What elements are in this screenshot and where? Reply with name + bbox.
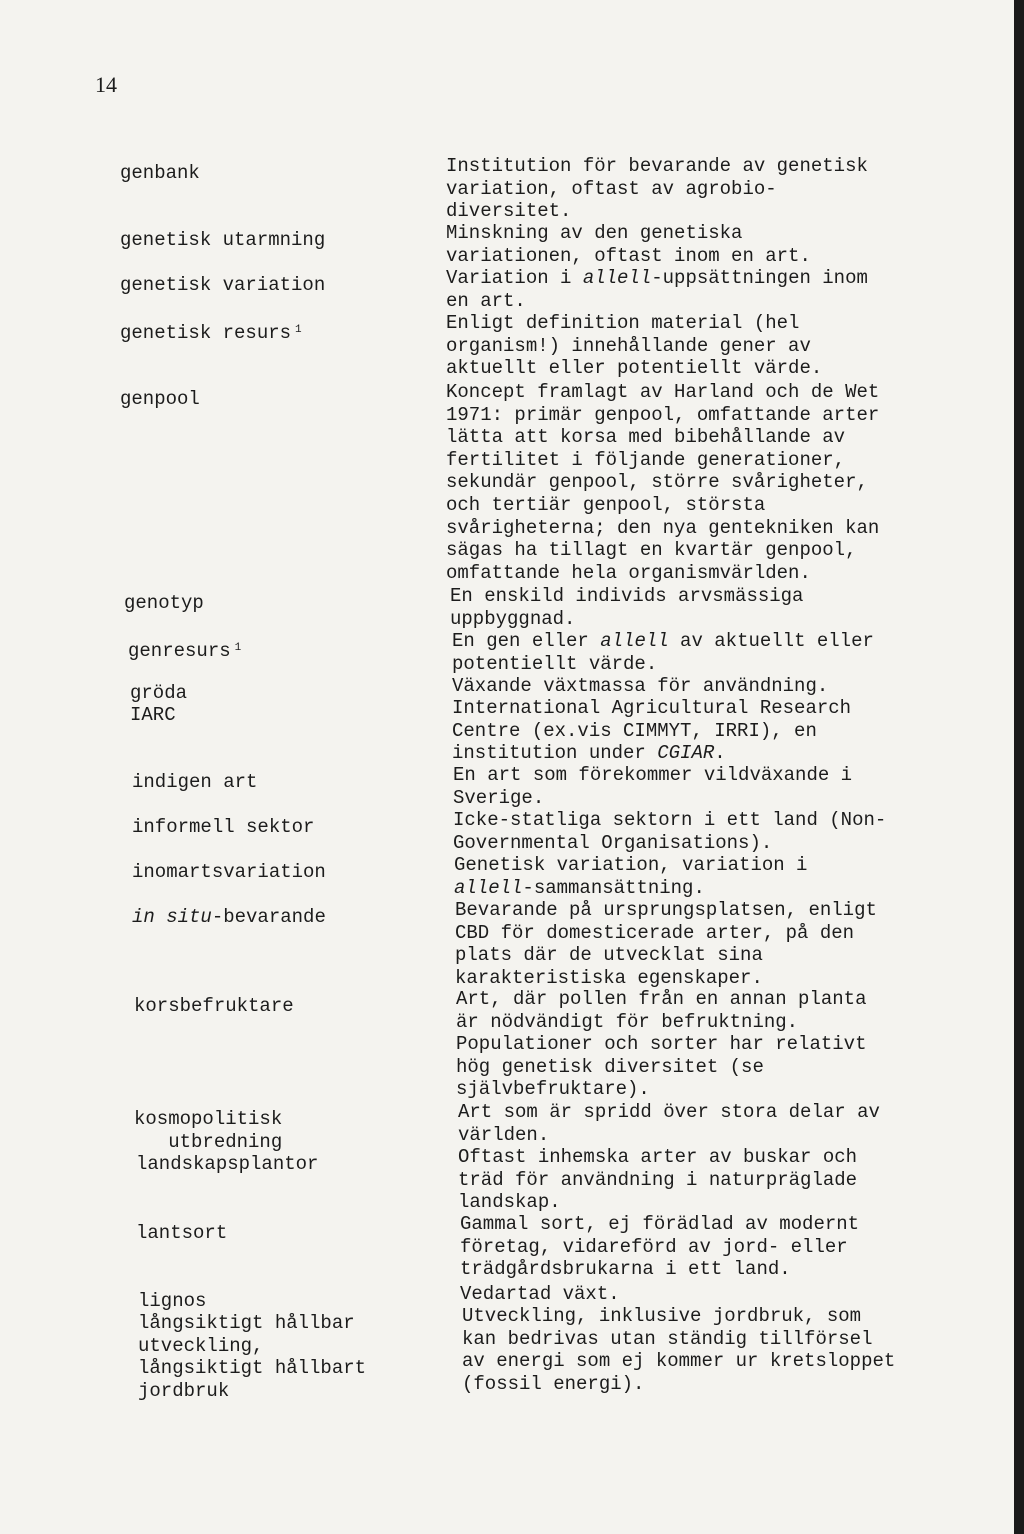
term-text: genresurs <box>128 640 231 662</box>
footnote-marker: 1 <box>234 642 242 654</box>
definition-text: International Agricultural Research Centre (ex.vis CIMMYT, IRRI), en institution under <box>452 697 852 765</box>
definition-italic: CGIAR <box>657 742 715 765</box>
term: lantsort <box>136 1222 228 1244</box>
definition-italic: allell <box>454 876 523 899</box>
definition <box>452 697 992 765</box>
term: genetisk utarmning <box>120 229 326 251</box>
term: IARC <box>130 704 176 726</box>
term: genbank <box>120 162 200 184</box>
definition <box>446 267 986 312</box>
definition-text: Genetisk variation, variation i <box>454 854 808 876</box>
definition: Minskning av den genetiska variationen, oftast inom en art. <box>446 222 811 267</box>
page-edge <box>1014 0 1024 1534</box>
page-number: 14 <box>95 72 117 97</box>
definition: Bevarande på ursprungsplatsen, enligt CBD för domesticerade arter, på den plats där de utvecklat sina karakteristiska egenskaper. <box>455 899 877 989</box>
definition-text: . <box>714 742 726 765</box>
term: landskapsplantor <box>136 1153 319 1175</box>
definition: Koncept framlagt av Harland och de Wet 1971: primär genpool, omfattande arter lätta att korsa med bibehållande av fertilitet i följande generationer, sekundär genpool, större svårigheter, och tertiär genpool, största svårigheterna; den nya gentekniken kan sägas ha tillagt en kvartär genpool, omfattande hela organismvärlden. <box>446 381 880 584</box>
definition: Art som är spridd över stora delar av världen. <box>458 1101 880 1146</box>
term: långsiktigt hållbar utveckling, långsiktigt hållbart jordbruk <box>138 1312 367 1402</box>
definition: Oftast inhemska arter av buskar och träd för användning i naturpräglade landskap. <box>458 1146 858 1214</box>
footnote-marker: 1 <box>295 324 302 336</box>
term <box>128 637 428 663</box>
definition-text: En gen eller <box>452 630 601 652</box>
definition <box>454 854 994 899</box>
term: informell sektor <box>132 816 315 838</box>
definition: Växande växtmassa för användning. <box>452 675 829 697</box>
term: genetisk variation <box>120 274 326 296</box>
definition: Institution för bevarande av genetisk variation, oftast av agrobio- diversitet. <box>446 155 868 223</box>
definition: En enskild individs arvsmässiga uppbyggnad. <box>450 585 804 630</box>
definition-text: Variation i <box>446 267 583 289</box>
term <box>120 319 420 345</box>
term-text: genetisk resurs <box>120 322 292 344</box>
term: genotyp <box>124 592 204 614</box>
definition-text: av aktuellt eller potentiellt värde. <box>452 630 874 675</box>
term: korsbefruktare <box>134 995 294 1017</box>
definition: Gammal sort, ej förädlad av modernt företag, vidareförd av jord- eller trädgårdsbrukarna i ett land. <box>460 1213 860 1281</box>
definition <box>452 630 992 675</box>
term: genpool <box>120 388 200 410</box>
term: inomartsvariation <box>132 861 326 883</box>
term: gröda <box>130 682 188 704</box>
definition: Enligt definition material (hel organism!) innehållande gener av aktuellt eller potentiellt värde. <box>446 312 823 380</box>
definition: Utveckling, inklusive jordbruk, som kan bedrivas utan ständig tillförsel av energi som ej kommer ur kretsloppet (fossil energi). <box>462 1305 896 1395</box>
definition-italic: allell <box>582 267 652 289</box>
term-italic: in situ <box>132 906 212 928</box>
definition-text: -uppsättningen inom en art. <box>446 267 868 312</box>
definition-italic: allell <box>600 630 669 652</box>
definition: Art, där pollen från en annan planta är nödvändigt för befruktning. Populationer och sorter har relativt hög genetisk diversitet (se självbefruktare). <box>456 988 867 1101</box>
definition: Icke-statliga sektorn i ett land (Non- Governmental Organisations). <box>453 809 887 854</box>
term: lignos <box>138 1290 207 1312</box>
definition-text: -sammansättning. <box>522 876 705 899</box>
term <box>132 906 432 929</box>
definition: Vedartad växt. <box>460 1283 620 1305</box>
term: kosmopolitisk utbredning <box>134 1108 283 1153</box>
term: indigen art <box>132 771 258 793</box>
definition: En art som förekommer vildväxande i Sverige. <box>453 764 853 809</box>
term-text: -bevarande <box>211 906 326 928</box>
